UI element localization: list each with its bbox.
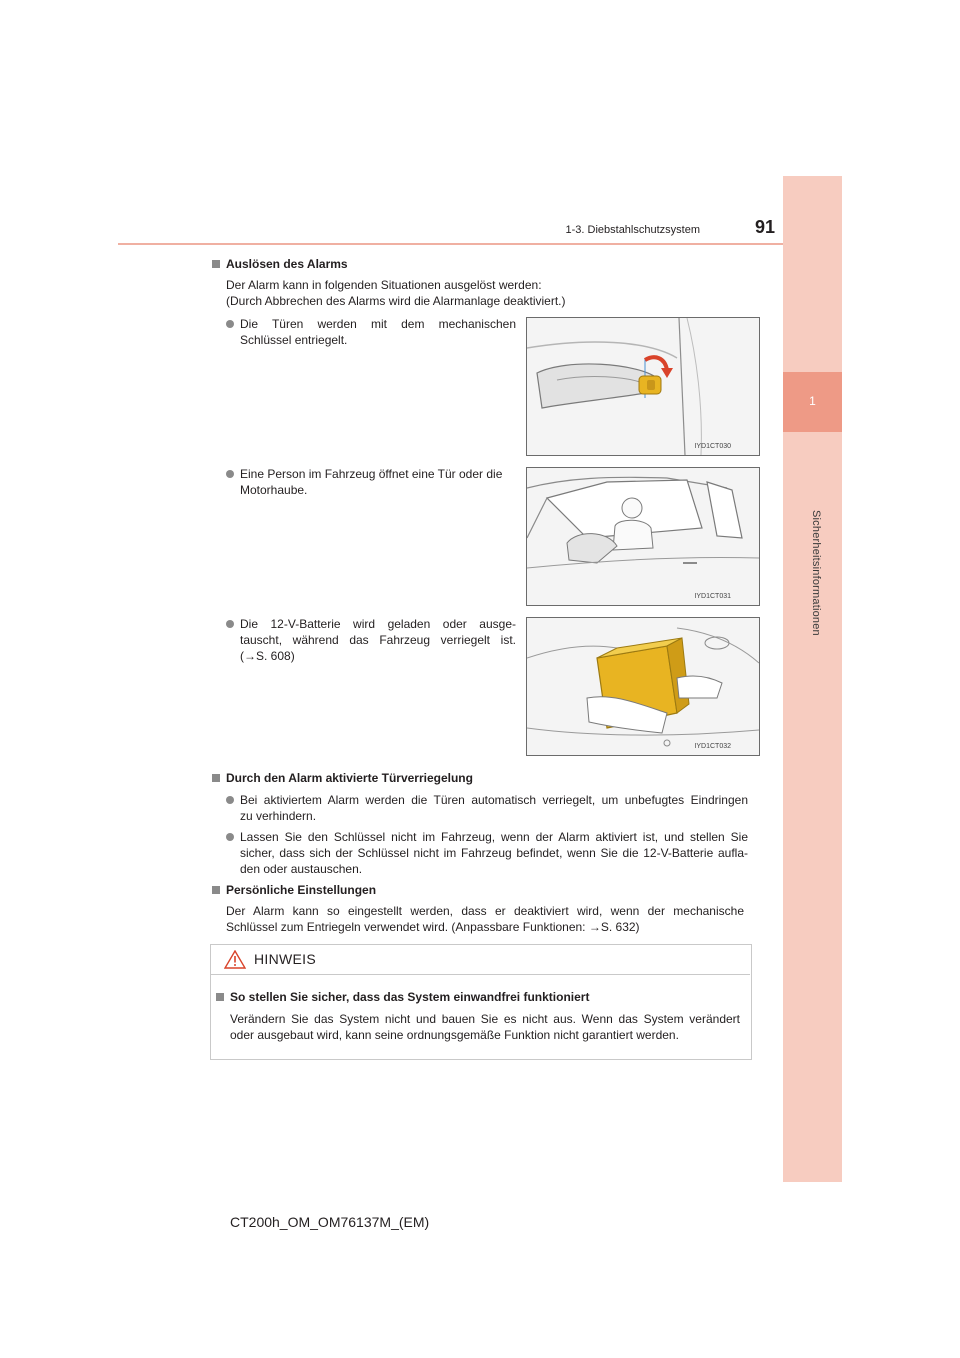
battery-illustration	[527, 618, 759, 755]
figure-door-handle-key	[526, 317, 760, 456]
person-in-car-illustration	[527, 468, 759, 605]
square-bullet-icon	[212, 260, 220, 268]
square-bullet-icon	[212, 774, 220, 782]
figure-code-1: IYD1CT030	[694, 443, 731, 450]
figure-12v-battery	[526, 617, 760, 756]
figure-code-3: IYD1CT032	[694, 743, 731, 750]
chapter-number-tab	[783, 372, 842, 432]
notice-header	[210, 944, 750, 975]
door-lock-item-2: Lassen Sie den Schlüssel nicht im Fahrzeug, wenn der Alarm aktiviert ist, und stellen Sie sicher, dass sich der Schlüssel nicht im Fahrzeug befindet, wenn Sie die 12-V-Batterie aufla- den oder austauschen.	[226, 829, 748, 877]
alarm-trigger-item-3: Die 12-V-Batterie wird geladen oder ausge- tauscht, während das Fahrzeug verriegelt ist. (→S. 608)	[226, 616, 516, 664]
section-heading-personal-settings: Persönliche Einstellungen	[212, 883, 376, 897]
round-bullet-icon	[226, 796, 234, 804]
section-heading-door-lock: Durch den Alarm aktivierte Türverriegelung	[212, 771, 473, 785]
square-bullet-icon	[212, 886, 220, 894]
alarm-trigger-intro: Der Alarm kann in folgenden Situationen ausgelöst werden: (Durch Abbrechen des Alarms wird die Alarmanlage deaktiviert.)	[226, 278, 566, 308]
alarm-trigger-item-2: Eine Person im Fahrzeug öffnet eine Tür oder die Motorhaube.	[226, 466, 518, 498]
header-rule	[118, 243, 783, 245]
chapter-number: 1	[809, 394, 816, 408]
round-bullet-icon	[226, 320, 234, 328]
round-bullet-icon	[226, 470, 234, 478]
notice-heading: So stellen Sie sicher, dass das System einwandfrei funktioniert	[216, 990, 589, 1004]
door-handle-illustration	[527, 318, 759, 455]
alarm-trigger-item-1: Die Türen werden mit dem mechanischen Schlüssel entriegelt.	[226, 316, 516, 348]
round-bullet-icon	[226, 833, 234, 841]
round-bullet-icon	[226, 620, 234, 628]
section-header-title: 1-3. Diebstahlschutzsystem	[565, 224, 700, 236]
figure-code-2: IYD1CT031	[694, 593, 731, 600]
figure-person-in-car	[526, 467, 760, 606]
chapter-side-tab	[783, 176, 842, 1182]
chapter-title-vertical: Sicherheitsinformationen	[810, 510, 822, 636]
notice-text: Verändern Sie das System nicht und bauen Sie es nicht aus. Wenn das System verändert oder ausgebaut wird, kann seine ordnungsgemäße Funktion nicht garantiert werden.	[230, 1012, 740, 1042]
page-number: 91	[754, 217, 775, 237]
door-lock-item-1: Bei aktiviertem Alarm werden die Türen automatisch verriegelt, um unbefugtes Eindringen zu verhindern.	[226, 792, 748, 824]
notice-title: HINWEIS	[254, 951, 316, 967]
document-code-footer: CT200h_OM_OM76137M_(EM)	[230, 1214, 430, 1230]
square-bullet-icon	[216, 993, 224, 1001]
warning-triangle-icon	[224, 950, 246, 969]
section-heading-alarm-trigger: Auslösen des Alarms	[212, 257, 348, 271]
personal-settings-text: Der Alarm kann so eingestellt werden, dass er deaktiviert wird, wenn der mechanische Schlüssel zum Entriegeln verwendet wird. (Anpassbare Funktionen: →S. 632)	[226, 904, 744, 934]
